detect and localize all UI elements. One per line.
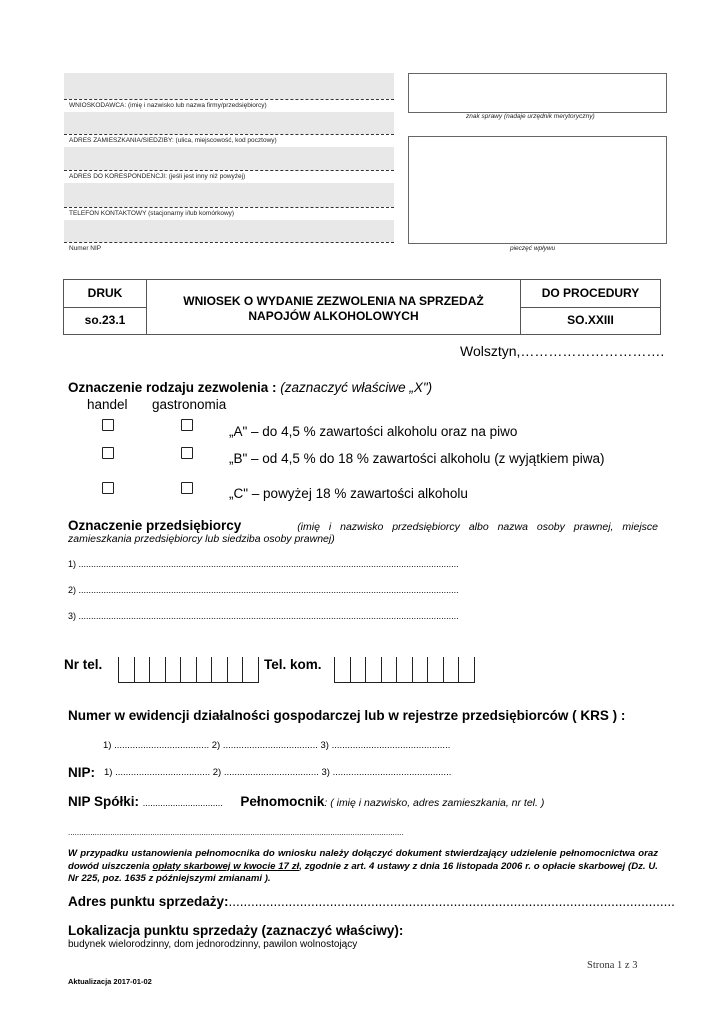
permit-type-hint: (zaznaczyć właściwe „X") — [280, 380, 433, 395]
checkbox-trade-c[interactable] — [102, 482, 114, 494]
druk-number: so.23.1 — [84, 313, 126, 327]
case-sign-box[interactable] — [408, 73, 667, 113]
place-date[interactable]: Wolsztyn,…………………………. — [460, 343, 665, 359]
stamp-box — [408, 136, 667, 244]
applicant-name-label: WNIOSKODAWCA: (imię i nazwisko lub nazwa firmy/przedsiębiorcy) — [69, 102, 267, 109]
option-c-label: „C" – powyżej 18 % zawartości alkoholu — [229, 486, 468, 501]
checkbox-gastro-a[interactable] — [181, 419, 193, 431]
nip-line[interactable]: 1) .................................... 2) .................................... 3) ............................................. — [104, 767, 452, 778]
mobile-label: Tel. kom. — [264, 657, 322, 672]
entrepreneur-hint-2: zamieszkania przedsiębiorcy lub siedziba osoby prawnej) — [68, 533, 335, 545]
note-text-1: W przypadku ustanowienia pełnomocnika do wniosku należy dołączyć dokument stwierdzający udzielenie pełnomocnictwa oraz dowód uiszczenia — [68, 848, 658, 872]
header-table — [63, 279, 661, 335]
field-underline — [64, 99, 394, 100]
nip-label: Numer NIP — [69, 245, 102, 252]
form-title-line1: WNIOSEK O WYDANIE ZEZWOLENIA NA SPRZEDAŻ — [183, 294, 484, 308]
address-label: ADRES ZAMIESZKANIA/SIEDZIBY: (ulica, miejscowość, kod pocztowy) — [69, 137, 277, 144]
divider — [520, 307, 660, 308]
option-a-label: „A" – do 4,5 % zawartości alkoholu oraz na piwo — [229, 424, 518, 439]
col-gastro-label: gastronomia — [152, 397, 227, 412]
location-heading: Lokalizacja punktu sprzedaży (zaznaczyć właściwy): — [68, 923, 404, 938]
checkbox-gastro-b[interactable] — [181, 447, 193, 459]
permit-type-heading — [68, 380, 432, 395]
checkbox-gastro-c[interactable] — [181, 482, 193, 494]
phone-contact-field[interactable] — [64, 183, 394, 207]
entrepreneur-heading — [68, 518, 658, 533]
field-underline — [64, 170, 394, 171]
form-title-line2: NAPOJÓW ALKOHOLOWYCH — [248, 309, 419, 323]
form-title — [147, 294, 520, 324]
page-number: Strona 1 z 3 — [587, 960, 638, 971]
case-sign-caption: znak sprawy (nadaje urzędnik merytoryczny) — [466, 113, 595, 120]
field-underline — [64, 134, 394, 135]
proxy-note — [68, 848, 658, 886]
location-options: budynek wielorodzinny, dom jednorodzinny, pawilon wolnostojący — [68, 939, 358, 950]
tel-cells[interactable] — [118, 657, 258, 683]
divider — [64, 307, 146, 308]
sale-address-dots[interactable]: ....................................................................................................................... — [228, 894, 675, 909]
nip-company-dots[interactable]: ................................ — [142, 798, 223, 808]
nip-heading: NIP: — [68, 765, 95, 780]
proxy-label: Pełnomocnik — [240, 794, 325, 809]
mobile-cells[interactable] — [334, 657, 474, 683]
col-trade-label: handel — [87, 397, 128, 412]
note-fee: opłaty skarbowej w kwocie 17 zł — [152, 860, 300, 872]
sale-address-label: Adres punktu sprzedaży: — [68, 894, 229, 909]
entrepreneur-line-3[interactable]: 3) ........................................................................................................................................................ — [68, 611, 459, 621]
entrepreneur-line-1[interactable]: 1) ........................................................................................................................................................ — [68, 559, 459, 569]
proxy-hint: : ( imię i nazwisko, adres zamieszkania, nr tel. ) — [324, 797, 545, 809]
nip-company-row — [68, 794, 544, 809]
sale-address-row — [68, 894, 675, 909]
entrepreneur-title: Oznaczenie przedsiębiorcy — [68, 518, 242, 533]
entrepreneur-line-2[interactable]: 2) ........................................................................................................................................................ — [68, 585, 459, 595]
field-underline — [64, 242, 394, 243]
tel-label: Nr tel. — [64, 657, 103, 672]
entrepreneur-hint-1: (imię i nazwisko przedsiębiorcy albo nazwa osoby prawnej, miejsce — [297, 521, 658, 533]
procedure-label: DO PROCEDURY — [541, 286, 640, 300]
proxy-line[interactable]: ....................................................................................................................................................... — [68, 828, 404, 837]
address-field[interactable] — [64, 112, 394, 134]
nip-company-label: NIP Spółki: — [68, 794, 140, 809]
registry-line[interactable]: 1) .................................... 2) .................................... 3) ............................................. — [103, 740, 451, 751]
correspondence-field[interactable] — [64, 147, 394, 170]
registry-heading: Numer w ewidencji działalności gospodarczej lub w rejestrze przedsiębiorców ( KRS ) : — [68, 708, 626, 723]
note-text-2: , zgodnie z art. 4 ustawy z dnia 16 listopada 2006 r. o opłacie skarbowej (Dz. U. Nr 225, poz. 1635 z późniejszymi zmianami ). — [68, 860, 658, 884]
update-date: Aktualizacja 2017-01-02 — [68, 977, 152, 986]
checkbox-trade-a[interactable] — [102, 419, 114, 431]
correspondence-label: ADRES DO KORESPONDENCJI: (jeśli jest inny niż powyżej) — [69, 173, 246, 180]
applicant-name-field[interactable] — [64, 73, 394, 99]
stamp-caption: pieczęć wpływu — [510, 245, 556, 252]
phone-contact-label: TELEFON KONTAKTOWY (stacjonarny i/lub komórkowy) — [69, 210, 235, 217]
checkbox-trade-b[interactable] — [102, 447, 114, 459]
procedure-number: SO.XXIII — [567, 313, 614, 327]
permit-type-title: Oznaczenie rodzaju zezwolenia : — [68, 380, 281, 395]
field-underline — [64, 207, 394, 208]
nip-field[interactable] — [64, 220, 394, 242]
option-b-label: „B" – od 4,5 % do 18 % zawartości alkoholu (z wyjątkiem piwa) — [229, 451, 605, 466]
druk-label: DRUK — [87, 286, 123, 300]
